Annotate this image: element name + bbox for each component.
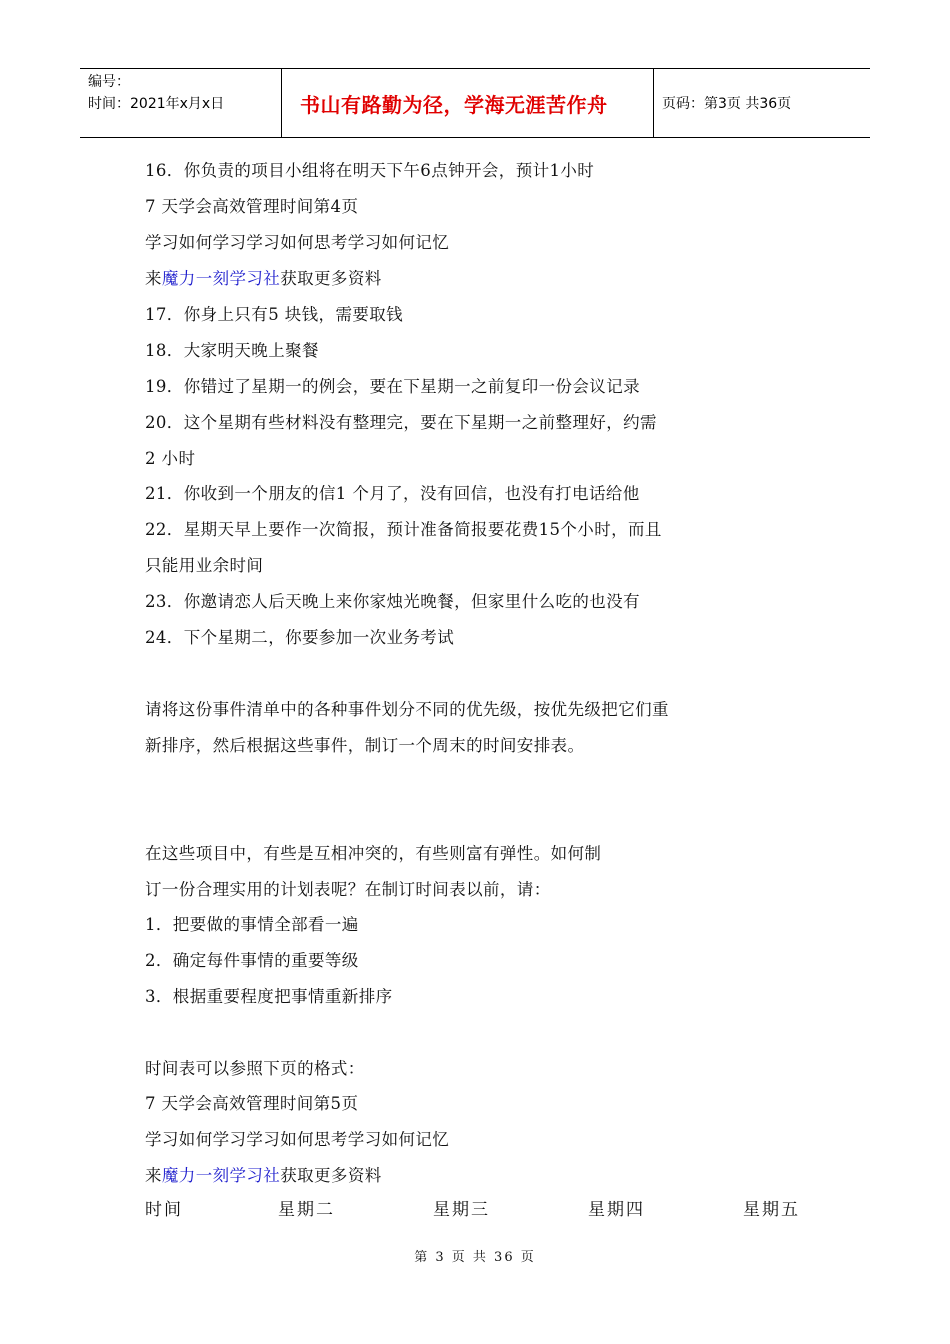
page-footer: 第 3 页 共 36 页: [414, 1250, 536, 1265]
schedule-header-row: [145, 1198, 845, 1222]
text-line: 7 天学会高效管理时间第5页: [145, 1094, 359, 1113]
schedule-col-wednesday: 星期三: [433, 1200, 490, 1220]
study-club-link[interactable]: 魔力一刻学习社: [161, 269, 281, 288]
list-item: 21．你收到一个朋友的信1 个月了，没有回信，也没有打电话给他: [145, 484, 640, 503]
resource-suffix: 获取更多资料: [280, 1166, 382, 1185]
list-item: 24．下个星期二，你要参加一次业务考试: [145, 628, 455, 647]
list-item: 23．你邀请恋人后天晚上来你家烛光晚餐，但家里什么吃的也没有: [145, 592, 640, 611]
header-page-info-cell: [654, 69, 870, 137]
instruction-text: 请将这份事件清单中的各种事件划分不同的优先级，按优先级把它们重: [145, 700, 669, 719]
study-club-link[interactable]: 魔力一刻学习社: [161, 1166, 281, 1185]
text-line: 16．你负责的项目小组将在明天下午6点钟开会，预计1小时: [145, 161, 595, 180]
motto: 书山有路勤为径，学海无涯苦作舟: [300, 92, 608, 117]
list-item: 18．大家明天晚上聚餐: [145, 341, 319, 360]
resource-prefix: 来: [145, 1166, 162, 1185]
resource-line: [145, 1164, 382, 1188]
list-item: 20．这个星期有些材料没有整理完，要在下星期一之前整理好，约需: [145, 413, 657, 432]
instruction-text: 新排序，然后根据这些事件，制订一个周末的时间安排表。: [145, 736, 585, 755]
list-item-continued: 只能用业余时间: [145, 556, 264, 575]
paragraph-text: 订一份合理实用的计划表呢？在制订时间表以前，请：: [145, 880, 551, 899]
list-item-continued: 2 小时: [145, 449, 196, 468]
page-info: 页码：第3页 共36页: [662, 96, 792, 112]
paragraph-text: 时间表可以参照下页的格式：: [145, 1059, 365, 1078]
header-motto-cell: [282, 69, 654, 137]
resource-suffix: 获取更多资料: [280, 269, 382, 288]
schedule-col-time: 时间: [145, 1200, 183, 1220]
code-label: 编号：: [88, 74, 130, 90]
page-header: [80, 68, 870, 138]
list-item: 19．你错过了星期一的例会，要在下星期一之前复印一份会议记录: [145, 377, 640, 396]
paragraph-text: 在这些项目中，有些是互相冲突的，有些则富有弹性。如何制: [145, 844, 602, 863]
schedule-col-tuesday: 星期二: [278, 1200, 335, 1220]
resource-line: [145, 267, 382, 291]
date-label: 时间：2021年x月x日: [88, 96, 225, 112]
text-line: 学习如何学习学习如何思考学习如何记忆: [145, 233, 450, 252]
schedule-col-thursday: 星期四: [588, 1200, 645, 1220]
resource-prefix: 来: [145, 269, 162, 288]
step-item: 2．确定每件事情的重要等级: [145, 951, 359, 970]
text-line: 学习如何学习学习如何思考学习如何记忆: [145, 1130, 450, 1149]
header-meta: [80, 69, 282, 137]
schedule-col-friday: 星期五: [743, 1200, 800, 1220]
list-item: 22．星期天早上要作一次简报，预计准备简报要花费15个小时，而且: [145, 520, 662, 539]
list-item: 17．你身上只有5 块钱，需要取钱: [145, 305, 404, 324]
text-line: 7 天学会高效管理时间第4页: [145, 197, 359, 216]
step-item: 3．根据重要程度把事情重新排序: [145, 987, 393, 1006]
step-item: 1．把要做的事情全部看一遍: [145, 915, 359, 934]
